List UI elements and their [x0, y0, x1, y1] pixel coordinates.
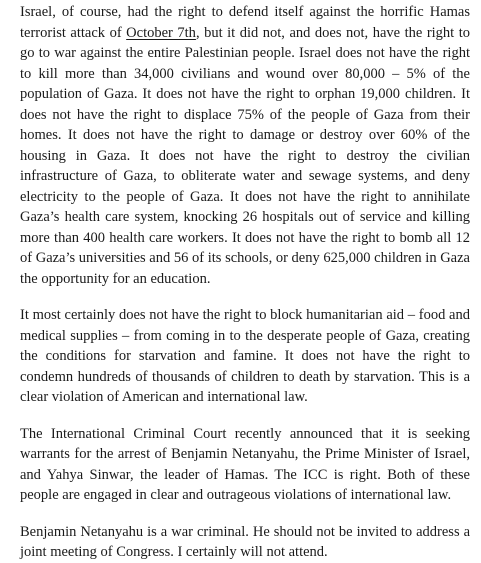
paragraph-4: Benjamin Netanyahu is a war criminal. He should not be invited to address a joint meeting of Congress. I certainly will not attend. — [20, 523, 470, 560]
paragraph-1-text-end: , but it did not, and does not, have the right to go to war against the entire Palestinian people. Israel does not have the right to kill more than 34,000 civilians and wound over 80,000 – 5% of the population of Gaza. It does not have the right to orphan 19,000 children. It does not have the right to displace 75% of the people of Gaza from their homes. It does not have the right to damage or destroy over 60% of the housing in Gaza. It does not have the right to destroy the civilian infrastructure of Gaza, to obliterate water and sewage systems, and deny electricity to the people of Gaza. It does not have the right to annihilate Gaza’s health care system, knocking 26 hospitals out of service and killing more than 400 health care workers. It does not have the right to bomb all 12 of Gaza’s universities and 56 of its schools, or deny 625,000 children in Gaza the opportunity for an education. — [20, 24, 471, 287]
statement-document — [20, 2, 470, 563]
date-link[interactable]: October 7th — [126, 24, 196, 41]
paragraph-3: The International Criminal Court recently announced that it is seeking warrants for the arrest of Benjamin Netanyahu, the Prime Minister of Israel, and Yahya Sinwar, the leader of Hamas. The ICC is right. Both of these people are engaged in clear and outrageous violations of international law. — [20, 425, 470, 503]
paragraph-1 — [20, 2, 470, 289]
paragraph-2: It most certainly does not have the right to block humanitarian aid – food and medical supplies – from coming in to the desperate people of Gaza, creating the conditions for starvation and famine. It does not have the right to condemn hundreds of thousands of children to death by starvation. This is a clear violation of American and international law. — [20, 307, 470, 405]
paragraph-1-text-start: Israel, of course, had the right to defend itself against the horrific Hamas terrorist attack of — [20, 4, 470, 41]
